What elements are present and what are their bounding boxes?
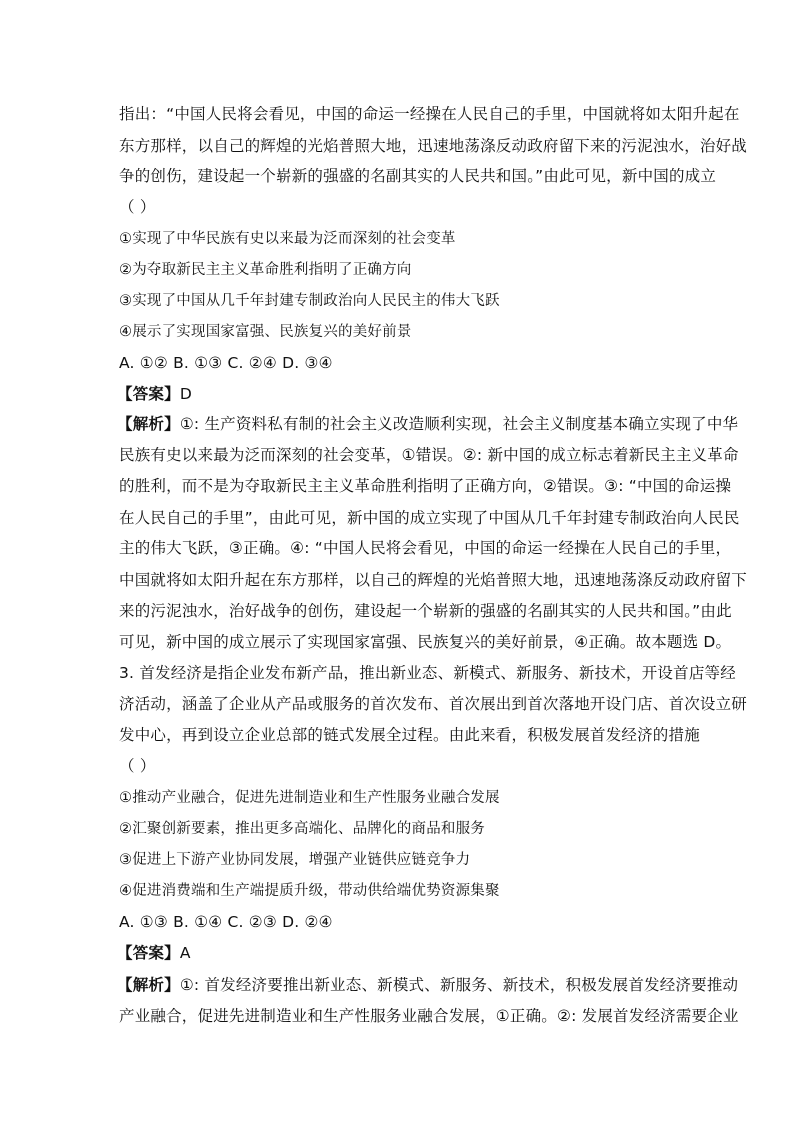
q3-answer: [117, 943, 677, 963]
q2-analysis-line-1: [117, 414, 739, 434]
q2-analysis-line-7: 来的污泥浊水，治好战争的创伤，建设起一个崭新的强盛的名副其实的人民共和国。”由此: [119, 602, 732, 620]
q3-stem-blank: （ ）: [119, 757, 156, 775]
q2-option-2: ②为夺取新民主主义革命胜利指明了正确方向: [119, 262, 412, 278]
q2-stem-line-2: 东方那样，以自己的辉煌的光焰普照大地，迅速地荡涤反动政府留下来的污泥浊水，治好战: [119, 137, 748, 155]
answer-label: 【答案】: [117, 385, 180, 403]
q2-analysis-line-5: 主的伟大飞跃，③正确。④: “中国人民将会看见，中国的命运一经操在人民自己的手里，: [119, 539, 732, 557]
q3-analysis-line-1: [117, 975, 739, 995]
q2-analysis-line-3: 的胜利，而不是为夺取新民主主义革命胜利指明了正确方向，②错误。③: “中国的命运操: [119, 477, 732, 495]
q3-stem-line-2: 济活动，涵盖了企业从产品或服务的首次发布、首次展出到首次落地开设门店、首次设立研: [119, 695, 748, 713]
q2-option-1: ①实现了中华民族有史以来最为泛而深刻的社会变革: [119, 231, 456, 247]
q2-analysis-line-6: 中国就将如太阳升起在东方那样，以自己的辉煌的光焰普照大地，迅速地荡涤反动政府留下: [119, 571, 748, 589]
q3-analysis-line-2: 产业融合，促进先进制造业和生产性服务业融合发展，①正确。②: 发展首发经济需要企业: [119, 1007, 739, 1025]
q2-stem-line-1: 指出：“中国人民将会看见，中国的命运一经操在人民自己的手里，中国就将如太阳升起在: [119, 105, 740, 123]
answer-label: 【答案】: [117, 944, 180, 962]
q3-stem-line-3: 发中心，再到设立企业总部的链式发展全过程。由此来看，积极发展首发经济的措施: [119, 726, 700, 744]
q2-answer: [117, 384, 677, 404]
analysis-label: 【解析】: [117, 976, 180, 994]
q2-option-4: ④展示了实现国家富强、民族复兴的美好前景: [119, 324, 412, 340]
q2-analysis-line-4: 在人民自己的手里”，由此可见，新中国的成立实现了中国从几千年封建专制政治向人民民: [119, 509, 740, 527]
q2-stem-line-3: 争的创伤，建设起一个崭新的强盛的名副其实的人民共和国。”由此可见，新中国的成立: [119, 167, 717, 185]
answer-value: A: [179, 944, 191, 962]
answer-value: D: [179, 385, 192, 403]
analysis-label: 【解析】: [117, 415, 180, 433]
q3-stem-line-1: 3. 首发经济是指企业发布新产品，推出新业态、新模式、新服务、新技术，开设首店等经: [119, 664, 736, 682]
analysis-text: ①: 首发经济要推出新业态、新模式、新服务、新技术，积极发展首发经济要推动: [179, 976, 739, 994]
q3-option-3: ③促进上下游产业协同发展，增强产业链供应链竞争力: [119, 852, 471, 868]
q3-choices: A. ①③ B. ①④ C. ②③ D. ②④: [119, 913, 333, 931]
q2-choices: A. ①② B. ①③ C. ②④ D. ③④: [119, 354, 333, 372]
q2-option-3: ③实现了中国从几千年封建专制政治向人民民主的伟大飞跃: [119, 293, 500, 309]
q3-option-4: ④促进消费端和生产端提质升级，带动供给端优势资源集聚: [119, 883, 500, 899]
q3-option-2: ②汇聚创新要素，推出更多高端化、品牌化的商品和服务: [119, 821, 485, 837]
q2-stem-blank: （ ）: [119, 198, 156, 216]
analysis-text: ①: 生产资料私有制的社会主义改造顺利实现，社会主义制度基本确立实现了中华: [179, 415, 739, 433]
q3-option-1: ①推动产业融合，促进先进制造业和生产性服务业融合发展: [119, 790, 500, 806]
q2-analysis-line-2: 民族有史以来最为泛而深刻的社会变革，①错误。②: 新中国的成立标志着新民主主义革命: [119, 446, 739, 464]
q2-analysis-line-8: 可见，新中国的成立展示了实现国家富强、民族复兴的美好前景，④正确。故本题选 D。: [119, 633, 732, 651]
